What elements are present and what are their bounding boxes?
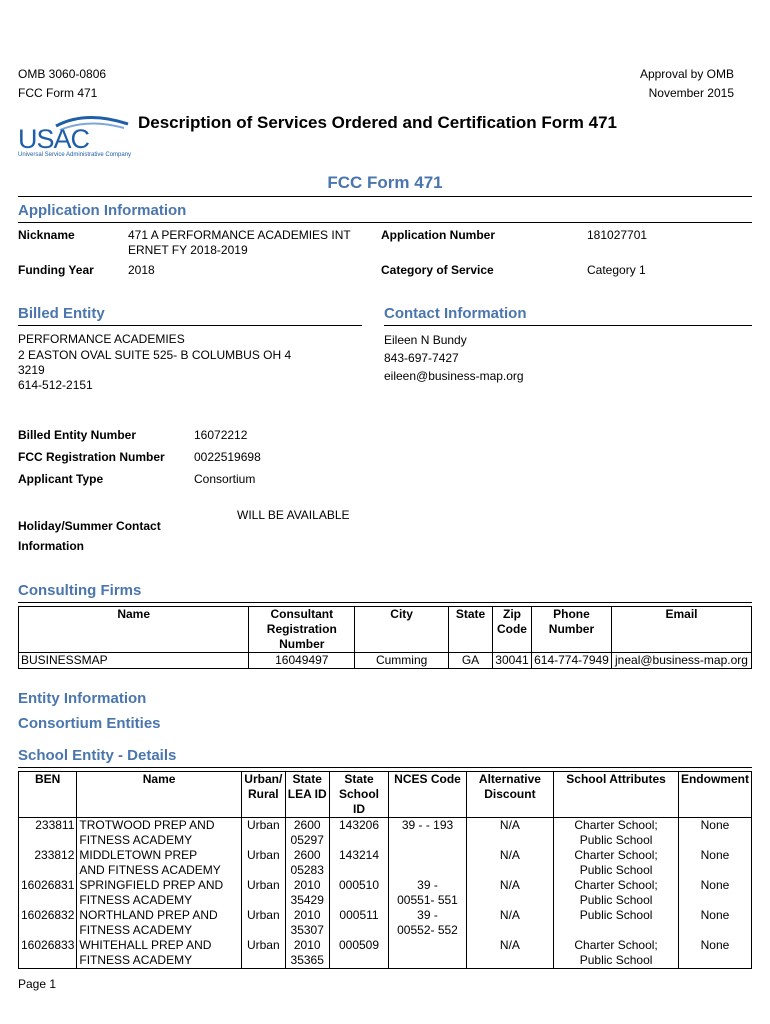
school-name: WHITEHALL PREP AND FITNESS ACADEMY: [77, 938, 241, 969]
table-row: [19, 908, 752, 938]
consultant-crn: 16049497: [249, 653, 355, 669]
billed-entity-divider: [18, 325, 362, 326]
school-urban: Urban: [241, 908, 285, 938]
consultant-phone: 614-774-7949: [531, 653, 611, 669]
header-left: [18, 65, 106, 103]
funding-year: 2018: [128, 263, 155, 277]
consultant-state: GA: [449, 653, 493, 669]
school-endowment: None: [678, 818, 751, 849]
col-phone: Phone Number: [531, 607, 611, 653]
school-nces: 39 - - 193: [389, 818, 466, 849]
school-discount: N/A: [466, 848, 554, 878]
school-nces: [389, 848, 466, 878]
omb-number: OMB 3060-0806: [18, 67, 107, 81]
contact-details: [384, 331, 524, 385]
holiday-contact-value: WILL BE AVAILABLE: [237, 508, 350, 522]
holiday-contact-label: [18, 516, 161, 556]
school-lea: 2600 05283: [285, 848, 329, 878]
col-school-name: Name: [77, 772, 241, 818]
entity-heading: Entity Information: [18, 690, 147, 707]
applicant-type: Consortium: [194, 472, 256, 486]
school-attributes: Charter School; Public School: [554, 938, 679, 969]
school-attributes: Public School: [554, 908, 679, 938]
page-number: Page 1: [18, 977, 57, 991]
ben-label: Billed Entity Number: [18, 428, 137, 442]
school-name: NORTHLAND PREP AND FITNESS ACADEMY: [77, 908, 241, 938]
address-line-1: 2 EASTON OVAL SUITE 525- B COLUMBUS OH 4: [18, 348, 292, 362]
col-state-lea: State LEA ID: [285, 772, 329, 818]
title-divider: [18, 196, 752, 197]
school-lea: 2010 35307: [285, 908, 329, 938]
col-city: City: [355, 607, 449, 653]
col-email: Email: [611, 607, 751, 653]
school-header-row: [19, 772, 752, 818]
school-ben: 16026832: [19, 908, 77, 938]
col-ben: BEN: [19, 772, 77, 818]
frn-label: FCC Registration Number: [18, 450, 165, 464]
consortium-heading: Consortium Entities: [18, 715, 161, 732]
consultant-name: BUSINESSMAP: [19, 653, 249, 669]
approval-date: November 2015: [648, 86, 734, 100]
consulting-firms-table: [18, 606, 752, 669]
contact-heading: Contact Information: [384, 305, 527, 322]
holiday-label-line-1: Holiday/Summer Contact: [18, 519, 161, 533]
school-name: SPRINGFIELD PREP AND FITNESS ACADEMY: [77, 878, 241, 908]
school-ben: 16026833: [19, 938, 77, 969]
form-reference: FCC Form 471: [18, 86, 98, 100]
school-discount: N/A: [466, 908, 554, 938]
school-urban: Urban: [241, 878, 285, 908]
school-endowment: None: [678, 938, 751, 969]
school-endowment: None: [678, 908, 751, 938]
col-zip: Zip Code: [493, 607, 532, 653]
col-alt-discount: Alternative Discount: [466, 772, 554, 818]
ben-value: 16072212: [194, 428, 248, 442]
col-urban-rural: Urban/ Rural: [241, 772, 285, 818]
school-nces: [389, 938, 466, 969]
school-entity-table: [18, 771, 752, 969]
school-discount: N/A: [466, 818, 554, 849]
school-endowment: None: [678, 878, 751, 908]
school-school-id: 143206: [329, 818, 389, 849]
page-title: Description of Services Ordered and Certification Form 471: [138, 113, 617, 132]
applicant-type-label: Applicant Type: [18, 472, 104, 486]
frn-value: 0022519698: [194, 450, 261, 464]
contact-email: eileen@business-map.org: [384, 369, 524, 383]
billed-entity-heading: Billed Entity: [18, 305, 105, 322]
application-heading: Application Information: [18, 202, 187, 219]
header-right: [640, 65, 734, 103]
col-consultant-registration: Consultant Registration Number: [249, 607, 355, 653]
school-nces: 39 - 00552- 552: [389, 908, 466, 938]
consultant-zip: 30041: [493, 653, 532, 669]
school-urban: Urban: [241, 938, 285, 969]
logo-tagline: Universal Service Administrative Company: [18, 152, 132, 158]
address-line-2: 3219: [18, 363, 45, 377]
billed-entity-address: [18, 331, 291, 393]
table-row: [19, 938, 752, 969]
nickname-line-1: 471 A PERFORMANCE ACADEMIES INT: [128, 228, 351, 242]
nickname-label: Nickname: [18, 228, 75, 242]
billed-entity-phone: 614-512-2151: [18, 378, 93, 392]
contact-divider: [384, 325, 752, 326]
school-discount: N/A: [466, 938, 554, 969]
school-nces: 39 - 00551- 551: [389, 878, 466, 908]
nickname-value: [128, 228, 351, 258]
table-row: [19, 653, 752, 669]
logo-text: USAC: [18, 124, 90, 154]
contact-phone: 843-697-7427: [384, 351, 459, 365]
application-number: 181027701: [587, 228, 648, 242]
billed-entity-name: PERFORMANCE ACADEMIES: [18, 332, 185, 346]
col-name: Name: [19, 607, 249, 653]
school-discount: N/A: [466, 878, 554, 908]
usac-logo: [16, 112, 136, 162]
table-row: [19, 878, 752, 908]
form-subtitle: FCC Form 471: [327, 173, 443, 192]
school-school-id: 000511: [329, 908, 389, 938]
col-nces: NCES Code: [389, 772, 466, 818]
school-urban: Urban: [241, 818, 285, 849]
application-number-label: Application Number: [381, 228, 496, 242]
school-lea: 2600 05297: [285, 818, 329, 849]
school-school-id: 000509: [329, 938, 389, 969]
application-divider: [18, 222, 752, 223]
school-lea: 2010 35365: [285, 938, 329, 969]
consulting-heading: Consulting Firms: [18, 582, 142, 599]
school-lea: 2010 35429: [285, 878, 329, 908]
contact-name: Eileen N Bundy: [384, 333, 467, 347]
school-school-id: 143214: [329, 848, 389, 878]
school-ben: 16026831: [19, 878, 77, 908]
school-attributes: Charter School; Public School: [554, 848, 679, 878]
category-label: Category of Service: [381, 263, 494, 277]
col-state: State: [449, 607, 493, 653]
col-state-school-id: State School ID: [329, 772, 389, 818]
school-attributes: Charter School; Public School: [554, 878, 679, 908]
table-row: [19, 848, 752, 878]
school-name: MIDDLETOWN PREP AND FITNESS ACADEMY: [77, 848, 241, 878]
holiday-label-line-2: Information: [18, 539, 84, 553]
col-endowment: Endowment: [678, 772, 751, 818]
school-attributes: Charter School; Public School: [554, 818, 679, 849]
consulting-divider: [18, 602, 752, 603]
category-value: Category 1: [587, 263, 646, 277]
approval-text: Approval by OMB: [639, 67, 734, 81]
funding-year-label: Funding Year: [18, 263, 94, 277]
table-row: [19, 818, 752, 849]
school-entity-heading: School Entity - Details: [18, 747, 177, 764]
school-school-id: 000510: [329, 878, 389, 908]
school-urban: Urban: [241, 848, 285, 878]
school-endowment: None: [678, 848, 751, 878]
school-divider: [18, 767, 752, 768]
col-school-attributes: School Attributes: [554, 772, 679, 818]
consultant-email: jneal@business-map.org: [611, 653, 751, 669]
school-ben: 233811: [19, 818, 77, 849]
nickname-line-2: ERNET FY 2018-2019: [128, 243, 248, 257]
consulting-header-row: [19, 607, 752, 653]
school-name: TROTWOOD PREP AND FITNESS ACADEMY: [77, 818, 241, 849]
school-ben: 233812: [19, 848, 77, 878]
consultant-city: Cumming: [355, 653, 449, 669]
